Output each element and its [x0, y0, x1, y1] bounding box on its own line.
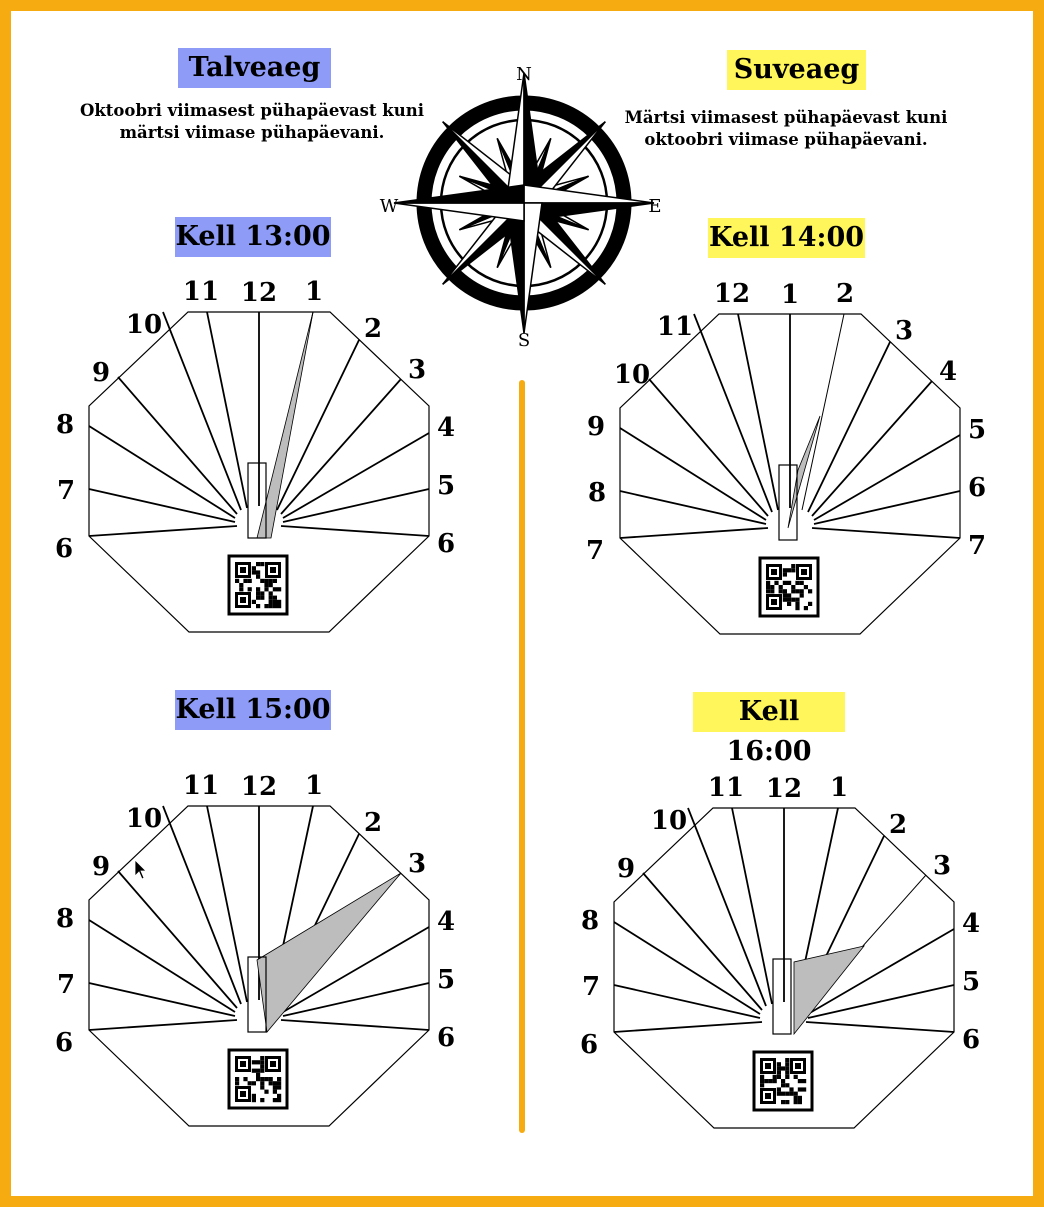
hour-label: 5 [436, 965, 456, 995]
summer-desc-line1: Märtsi viimasest pühapäevast kuni [624, 108, 948, 127]
winter-time-label: Talveaeg [178, 48, 331, 88]
hour-line [643, 873, 762, 1010]
hour-label: 2 [363, 808, 383, 838]
hour-label: 10 [650, 806, 688, 836]
hour-label: 3 [407, 849, 427, 879]
hour-label: 1 [780, 280, 800, 310]
summer-desc-line2: oktoobri viimase pühapäevani. [644, 130, 928, 149]
hour-label: 7 [56, 476, 76, 506]
hour-label: 12 [240, 278, 278, 308]
hour-label: 2 [888, 810, 908, 840]
hour-label: 7 [585, 536, 605, 566]
hour-label: 6 [54, 534, 74, 564]
hour-label: 8 [580, 906, 600, 936]
hour-label: 5 [967, 415, 987, 445]
hour-label: 5 [436, 471, 456, 501]
hour-label: 3 [932, 851, 952, 881]
gnomon [773, 959, 791, 1034]
hour-label: 7 [56, 970, 76, 1000]
dial-title-1500: Kell 15:00 [175, 690, 331, 730]
hour-label: 12 [713, 279, 751, 309]
hour-label: 1 [304, 771, 324, 801]
hour-label: 5 [961, 967, 981, 997]
hour-label: 8 [55, 410, 75, 440]
compass-west: W [379, 196, 399, 217]
winter-desc-line2: märtsi viimase pühapäevani. [119, 123, 385, 142]
hour-label: 1 [304, 277, 324, 307]
hour-label: 3 [894, 316, 914, 346]
hour-label: 8 [587, 478, 607, 508]
hour-label: 11 [182, 771, 220, 801]
compass-east: E [648, 196, 662, 217]
gnomon-shadow [794, 946, 864, 1034]
hour-line [732, 808, 772, 1004]
hour-label: 6 [967, 473, 987, 503]
dial-title-1400: Kell 14:00 [708, 218, 865, 258]
hour-label: 6 [579, 1030, 599, 1060]
hour-label: 6 [436, 1023, 456, 1053]
hour-label: 4 [961, 909, 981, 939]
hour-label: 4 [436, 413, 456, 443]
hour-label: 9 [616, 854, 636, 884]
hour-label: 9 [91, 358, 111, 388]
hour-label: 1 [829, 773, 849, 803]
hour-label: 6 [961, 1025, 981, 1055]
winter-desc-line1: Oktoobri viimasest pühapäevast kuni [80, 101, 424, 120]
hour-label: 10 [125, 804, 163, 834]
hour-label: 7 [581, 972, 601, 1002]
hour-line [614, 985, 760, 1018]
summer-time-label: Suveaeg [727, 50, 866, 90]
hour-label: 8 [55, 904, 75, 934]
qr-code-icon [754, 1052, 812, 1110]
hour-label: 12 [765, 774, 803, 804]
compass-north: N [516, 64, 532, 85]
hour-label: 9 [91, 852, 111, 882]
hour-line [806, 1022, 954, 1032]
hour-label: 11 [656, 312, 694, 342]
hour-label: 11 [182, 277, 220, 307]
hour-label: 3 [407, 355, 427, 385]
hour-label: 7 [967, 531, 987, 561]
hour-label: 10 [613, 360, 651, 390]
hour-label: 9 [586, 412, 606, 442]
hour-label: 4 [436, 907, 456, 937]
hour-label: 2 [363, 314, 383, 344]
hour-label: 12 [240, 772, 278, 802]
dial-title-1600: Kell 16:00 [693, 692, 845, 732]
hour-label: 2 [835, 279, 855, 309]
hour-label: 6 [436, 529, 456, 559]
hour-line [614, 1022, 762, 1032]
dial-title-1300: Kell 13:00 [175, 217, 331, 257]
hour-label: 6 [54, 1028, 74, 1058]
compass-south: S [517, 330, 531, 351]
hour-label: 11 [707, 773, 745, 803]
hour-label: 4 [938, 357, 958, 387]
hour-label: 10 [125, 310, 163, 340]
